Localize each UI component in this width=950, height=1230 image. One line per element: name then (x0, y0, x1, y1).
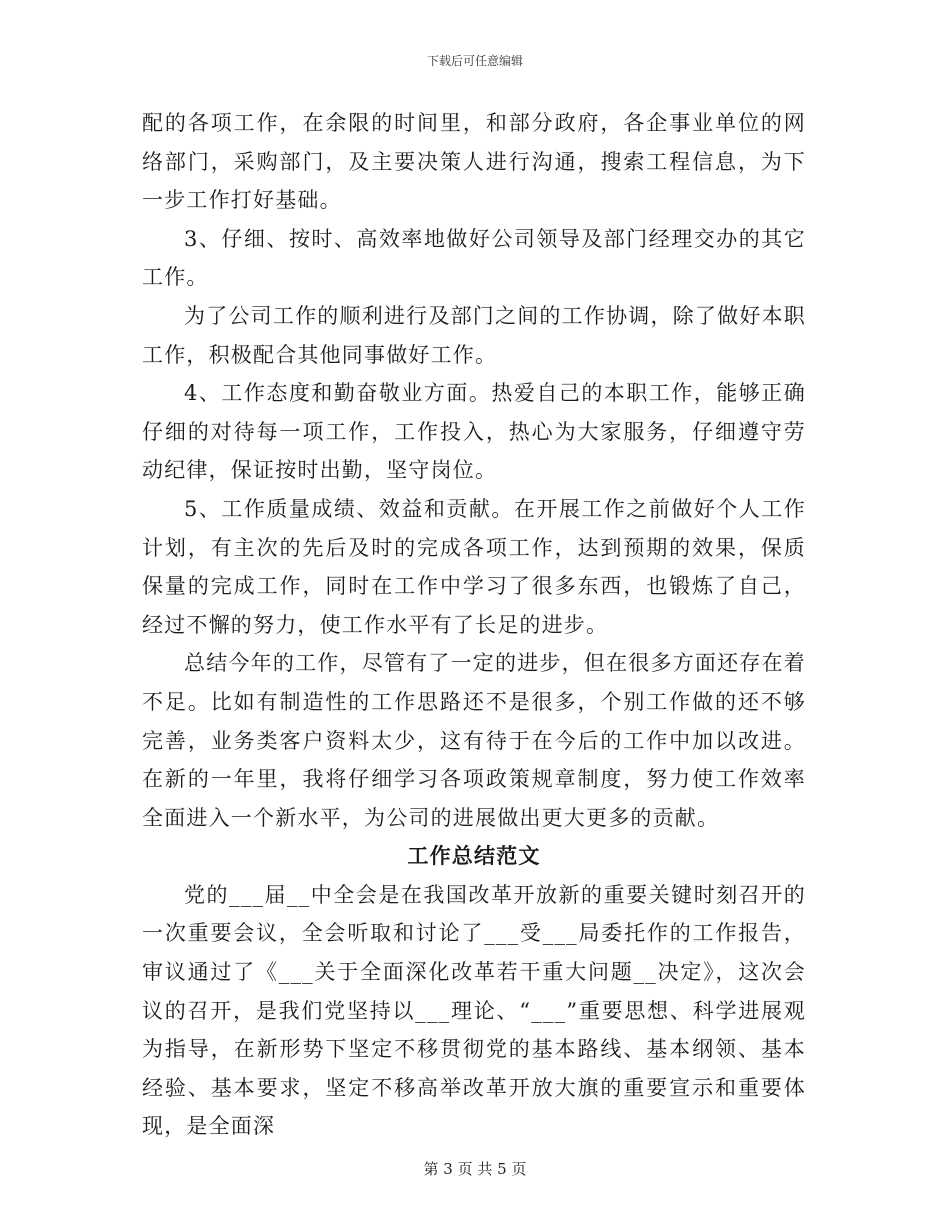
page-header-note: 下载后可任意编辑 (426, 54, 523, 68)
section-title: 工作总结范文 (407, 843, 541, 869)
paragraph-6: 总结今年的工作，尽管有了一定的进步，但在很多方面还存在着不足。比如有制造性的工作思路还不是很多，个别工作做的还不够完善，业务类客户资料太少，这有待于在今后的工作中加以改进。在新的一年里，我将仔细学习各项政策规章制度，努力使工作效率全面进入一个新水平，为公司的进展做出更大更多的贡献。 (142, 651, 806, 830)
section-paragraph: 党的___届__中全会是在我国改革开放新的重要关键时刻召开的一次重要会议，全会听取和讨论了___受___局委托作的工作报告，审议通过了《___关于全面深化改革若干重大问题__决定》，这次会议的召开，是我们党坚持以___理论、“___”重要思想、科学进展观为指导，在新形势下坚定不移贯彻党的基本路线、基本纲领、基本经验、基本要求，坚定不移高举改革开放大旗的重要宣示和重要体现，是全面深 (142, 882, 806, 1139)
document-body (142, 104, 806, 1146)
paragraph-4: 4、工作态度和勤奋敬业方面。热爱自己的本职工作，能够正确仔细的对待每一项工作，工作投入，热心为大家服务，仔细遵守劳动纪律，保证按时出勤，坚守岗位。 (142, 381, 806, 483)
paragraph-2: 3、仔细、按时、高效率地做好公司领导及部门经理交办的其它工作。 (142, 226, 806, 290)
paragraph-3: 为了公司工作的顺利进行及部门之间的工作协调，除了做好本职工作，积极配合其他同事做好工作。 (142, 303, 806, 367)
paragraph-5: 5、工作质量成绩、效益和贡献。在开展工作之前做好个人工作计划，有主次的先后及时的完成各项工作，达到预期的效果，保质保量的完成工作，同时在工作中学习了很多东西，也锻炼了自己，经过不懈的努力，使工作水平有了长足的进步。 (142, 496, 806, 637)
page-number: 第 3 页 共 5 页 (423, 1160, 527, 1178)
paragraph-1: 配的各项工作，在余限的时间里，和部分政府，各企事业单位的网络部门，采购部门，及主要决策人进行沟通，搜索工程信息，为下一步工作打好基础。 (142, 111, 806, 213)
